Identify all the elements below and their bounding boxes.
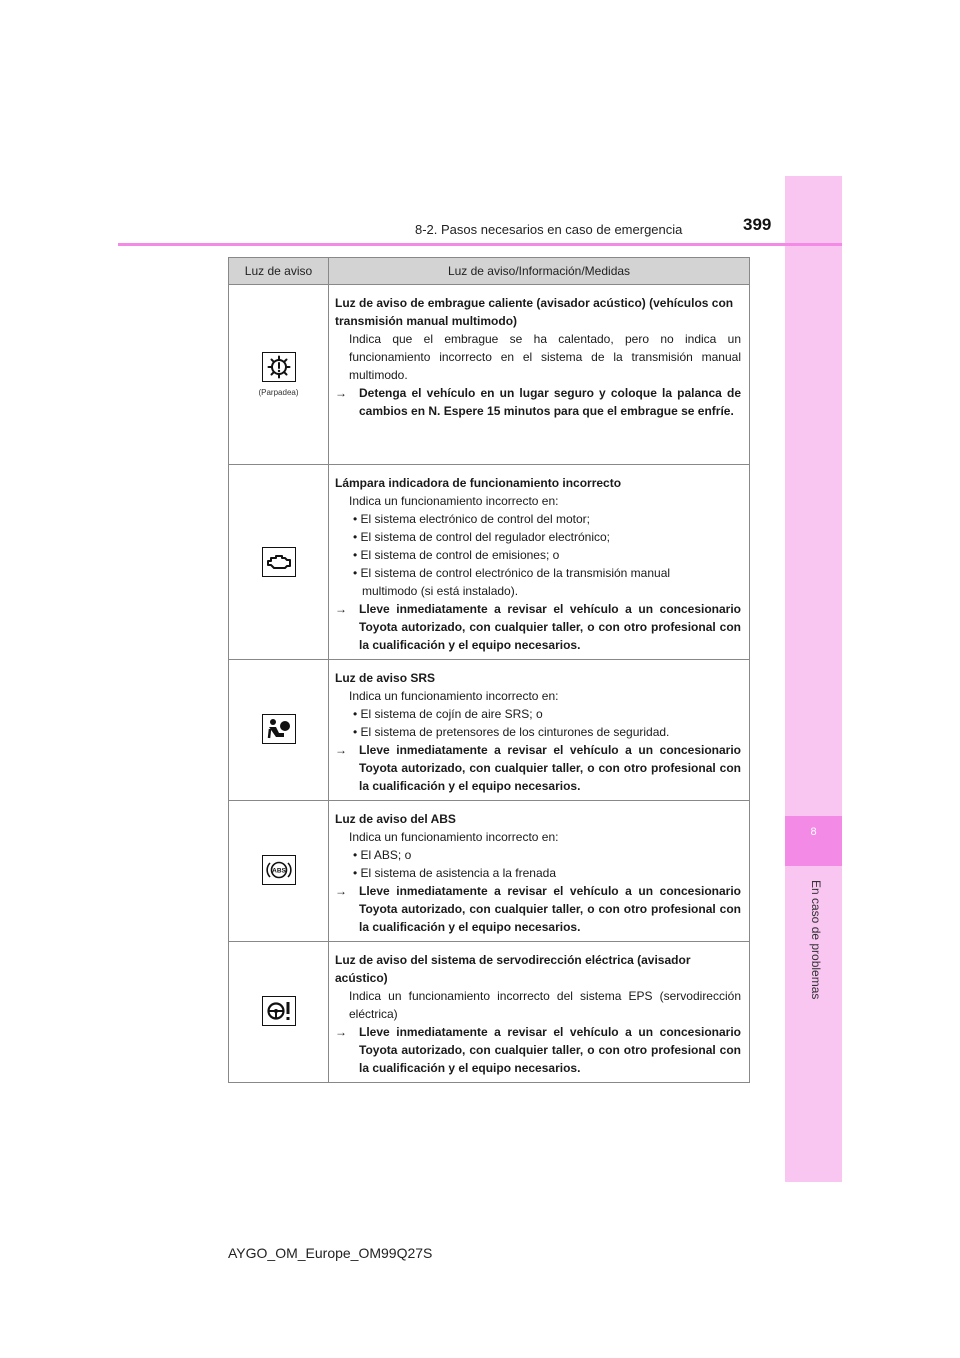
warning-title: Luz de aviso de embrague caliente (avisador acústico) (vehículos con transmisión manual multimodo): [335, 296, 734, 328]
chapter-title: En caso de problemas: [809, 880, 823, 1000]
arrow-icon: →: [335, 743, 347, 757]
srs-airbag-icon: [262, 714, 296, 744]
icon-cell: [229, 285, 329, 465]
table-row: [229, 801, 750, 942]
warning-title: Luz de aviso del sistema de servodirección eléctrica (avisador acústico): [335, 953, 691, 985]
list-item: • El sistema de asistencia a la frenada: [335, 864, 741, 882]
list-item-continuation: multimodo (si está instalado).: [362, 584, 519, 598]
table-header-row: [229, 258, 750, 285]
clutch-temperature-icon: [262, 352, 296, 382]
header-rule: [118, 243, 842, 246]
warning-action: → Lleve inmediatamente a revisar el vehículo a un concesionario Toyota autorizado, con cualquier taller, o con otro profesional con la cualificación y el equipo necesarios.: [335, 884, 741, 934]
arrow-icon: →: [335, 602, 347, 616]
list-item: • El sistema de pretensores de los cinturones de seguridad.: [335, 723, 741, 741]
power-steering-icon: [262, 996, 296, 1026]
list-item: • El sistema electrónico de control del motor;: [335, 510, 741, 528]
description-cell: [329, 942, 750, 1083]
column-header-icon: Luz de aviso: [229, 258, 329, 285]
icon-cell: [229, 660, 329, 801]
warning-lights-table: [228, 257, 750, 1083]
abs-icon: [262, 855, 296, 885]
page-number: 399: [743, 215, 772, 234]
chapter-tab-active: [785, 816, 842, 866]
arrow-icon: →: [335, 386, 347, 400]
warning-action: → Lleve inmediatamente a revisar el vehículo a un concesionario Toyota autorizado, con cualquier taller, o con otro profesional con la cualificación y el equipo necesarios.: [335, 1025, 741, 1075]
icon-caption: (Parpadea): [258, 388, 299, 397]
list-item: • El sistema de control de emisiones; o: [335, 546, 741, 564]
warning-description: Indica un funcionamiento incorrecto en:: [349, 494, 559, 508]
description-cell: [329, 801, 750, 942]
table-row: [229, 285, 750, 465]
arrow-icon: →: [335, 884, 347, 898]
description-cell: [329, 465, 750, 660]
warning-action: → Lleve inmediatamente a revisar el vehículo a un concesionario Toyota autorizado, con cualquier taller, o con otro profesional con la cualificación y el equipo necesarios.: [335, 743, 741, 793]
icon-cell: [229, 801, 329, 942]
warning-title: Luz de aviso del ABS: [335, 812, 456, 826]
warning-title: Lámpara indicadora de funcionamiento incorrecto: [335, 476, 622, 490]
list-item: • El sistema de cojín de aire SRS; o: [335, 705, 741, 723]
warning-action: → Lleve inmediatamente a revisar el vehículo a un concesionario Toyota autorizado, con cualquier taller, o con otro profesional con la cualificación y el equipo necesarios.: [335, 602, 741, 652]
table-row: [229, 942, 750, 1083]
chapter-side-tab: [785, 176, 842, 1182]
warning-title: Luz de aviso SRS: [335, 671, 436, 685]
document-code: AYGO_OM_Europe_OM99Q27S: [228, 1245, 433, 1261]
svg-text:ABS: ABS: [271, 867, 286, 875]
engine-check-icon: [262, 547, 296, 577]
icon-cell: [229, 942, 329, 1083]
section-title: 8-2. Pasos necesarios en caso de emergencia: [415, 222, 683, 237]
warning-action: → Detenga el vehículo en un lugar seguro y coloque la palanca de cambios en N. Espere 15 minutos para que el embrague se enfríe.: [335, 386, 741, 418]
list-item: • El ABS; o: [335, 846, 741, 864]
warning-description: Indica un funcionamiento incorrecto en:: [349, 689, 559, 703]
list-item: • El sistema de control electrónico de la transmisión manual: [335, 564, 741, 582]
table-row: [229, 465, 750, 660]
warning-description: Indica que el embrague se ha calentado, pero no indica un funcionamiento incorrecto en el sistema de la transmisión manual multimodo.: [349, 332, 741, 382]
description-cell: [329, 660, 750, 801]
warning-description: Indica un funcionamiento incorrecto del sistema EPS (servodirección eléctrica): [349, 989, 741, 1021]
table-row: [229, 660, 750, 801]
column-header-info: Luz de aviso/Información/Medidas: [329, 258, 750, 285]
description-cell: [329, 285, 750, 465]
list-item: • El sistema de control del regulador electrónico;: [335, 528, 741, 546]
arrow-icon: →: [335, 1025, 347, 1039]
chapter-number: 8: [810, 826, 817, 838]
warning-description: Indica un funcionamiento incorrecto en:: [349, 830, 559, 844]
icon-cell: [229, 465, 329, 660]
